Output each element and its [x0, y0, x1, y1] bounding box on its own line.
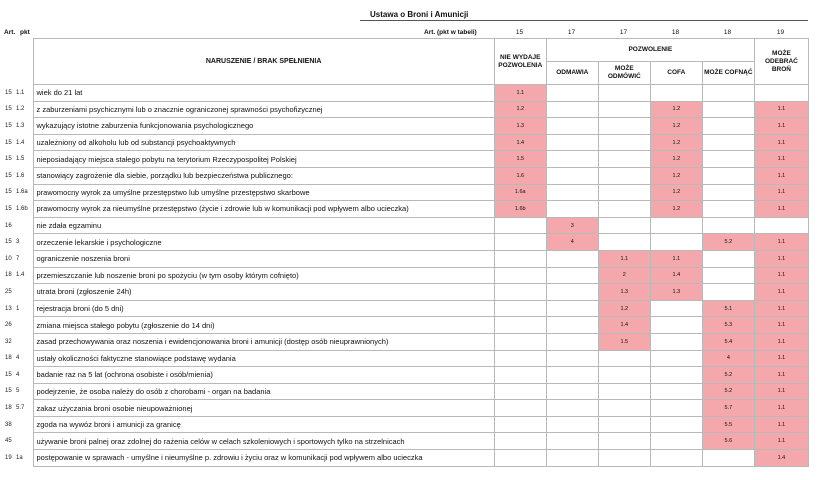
row-cell[interactable] — [546, 167, 598, 184]
row-cell[interactable] — [494, 317, 546, 334]
table-row — [0, 250, 809, 267]
row-cell[interactable]: 3 — [546, 217, 598, 234]
row-cell[interactable]: 1.2 — [650, 101, 702, 118]
table-row — [0, 433, 809, 450]
row-cell[interactable]: 5.5 — [702, 416, 754, 433]
row-cell[interactable]: 1.2 — [650, 184, 702, 201]
header-moze-odebrac: MOŻE ODEBRAĆ BROŃ — [754, 39, 808, 85]
row-cell[interactable] — [494, 383, 546, 400]
header-moze-cofnac: MOŻE COFNĄĆ — [702, 62, 754, 85]
row-cell[interactable]: 5.7 — [702, 400, 754, 417]
row-description[interactable]: zakaz użyczania broni osobie nieupoważnionej — [33, 400, 494, 417]
row-cell[interactable]: 1.2 — [598, 300, 650, 317]
row-cell[interactable] — [546, 85, 598, 102]
row-description[interactable]: postępowanie w sprawach - umyślne i nieumyślne p. zdrowiu i życiu oraz w komunikacji pod wpływem albo ucieczka — [33, 450, 494, 467]
row-cell[interactable] — [598, 400, 650, 417]
row-cell[interactable]: 1.1 — [754, 383, 808, 400]
row-cell[interactable]: 4 — [546, 234, 598, 251]
row-cell[interactable] — [702, 217, 754, 234]
row-point[interactable]: 7 — [16, 255, 20, 262]
row-cell[interactable] — [598, 450, 650, 467]
row-description[interactable]: prawomocny wyrok za nieumyślne przestępstwo (życie i zdrowie lub w komunikacji pod wpływem albo ucieczka) — [33, 201, 494, 218]
row-cell[interactable]: 5.2 — [702, 367, 754, 384]
table-row — [0, 201, 809, 218]
row-article[interactable]: 32 — [5, 338, 12, 345]
row-cell[interactable]: 1.1 — [754, 250, 808, 267]
row-cell[interactable]: 1.1 — [754, 400, 808, 417]
art-pkt-label: Art. (pkt w tabeli) — [424, 29, 477, 36]
row-article[interactable]: 15 — [5, 139, 12, 146]
title-underline — [360, 20, 808, 21]
row-cell[interactable] — [546, 134, 598, 151]
row-cell[interactable] — [702, 151, 754, 168]
row-point[interactable] — [15, 284, 33, 301]
row-cell[interactable]: 5.6 — [702, 433, 754, 450]
row-cell[interactable]: 1.1 — [754, 234, 808, 251]
row-point[interactable]: 1.6 — [16, 172, 25, 179]
row-cell[interactable] — [650, 450, 702, 467]
row-cell[interactable] — [494, 416, 546, 433]
row-description[interactable]: ustały okoliczności faktyczne stanowiące podstawę wydania — [33, 350, 494, 367]
row-point[interactable]: 1.2 — [16, 106, 25, 113]
row-cell[interactable]: 1.2 — [650, 151, 702, 168]
row-cell[interactable] — [546, 101, 598, 118]
row-article[interactable]: 38 — [5, 421, 12, 428]
table-row — [0, 450, 809, 467]
row-description[interactable]: ograniczenie noszenia broni — [33, 250, 494, 267]
row-cell[interactable]: 1.1 — [754, 184, 808, 201]
row-cell[interactable] — [494, 333, 546, 350]
row-cell[interactable]: 1.1 — [494, 85, 546, 102]
row-article[interactable]: 15 — [5, 156, 12, 163]
row-cell[interactable] — [650, 300, 702, 317]
row-cell[interactable] — [546, 433, 598, 450]
row-article[interactable]: 19 — [5, 454, 12, 461]
row-point[interactable]: 1 — [16, 305, 20, 312]
row-description[interactable]: podejrzenie, że osoba należy do osób z chorobami - organ na badania — [33, 383, 494, 400]
row-cell[interactable] — [546, 333, 598, 350]
row-cell[interactable]: 2 — [598, 267, 650, 284]
row-article[interactable]: 15 — [5, 89, 12, 96]
row-cell[interactable]: 1.1 — [754, 433, 808, 450]
violations-table — [0, 38, 809, 467]
table-row — [0, 85, 809, 102]
row-description[interactable]: nie zdała egzaminu — [33, 217, 494, 234]
row-cell[interactable] — [546, 284, 598, 301]
row-cell[interactable] — [650, 317, 702, 334]
row-cell[interactable] — [598, 118, 650, 135]
col-article-number: 18 — [723, 29, 732, 36]
row-cell[interactable] — [650, 416, 702, 433]
row-cell[interactable]: 1.2 — [650, 167, 702, 184]
table-row — [0, 167, 809, 184]
row-point[interactable]: 5 — [16, 388, 20, 395]
col-article-number: 18 — [671, 29, 680, 36]
row-cell[interactable] — [702, 201, 754, 218]
row-article[interactable]: 16 — [5, 222, 12, 229]
row-article[interactable]: 15 — [5, 205, 12, 212]
row-cell[interactable] — [598, 151, 650, 168]
row-cell[interactable]: 5.4 — [702, 333, 754, 350]
row-cell[interactable] — [494, 234, 546, 251]
row-cell[interactable] — [702, 284, 754, 301]
row-cell[interactable]: 5.1 — [702, 300, 754, 317]
header-pozwolenie: POZWOLENIE — [546, 39, 754, 62]
row-cell[interactable]: 1.6 — [494, 167, 546, 184]
sheet-title: Ustawa o Broni i Amunicji — [370, 10, 469, 19]
table-row — [0, 118, 809, 135]
header-odmawia: ODMAWIA — [546, 62, 598, 85]
row-point[interactable] — [15, 217, 33, 234]
row-article[interactable]: 25 — [5, 288, 12, 295]
row-cell[interactable]: 1.1 — [754, 350, 808, 367]
row-point[interactable]: 1a — [16, 454, 23, 461]
row-cell[interactable] — [598, 134, 650, 151]
row-cell[interactable]: 1.3 — [650, 284, 702, 301]
row-description[interactable]: nieposiadający miejsca stałego pobytu na terytorium Rzeczypospolitej Polskiej — [33, 151, 494, 168]
table-row — [0, 300, 809, 317]
pkt-column-label: pkt — [20, 29, 30, 36]
row-cell[interactable]: 1.2 — [650, 201, 702, 218]
row-article[interactable]: 15 — [5, 106, 12, 113]
row-cell[interactable] — [598, 101, 650, 118]
row-cell[interactable] — [650, 400, 702, 417]
row-cell[interactable] — [546, 383, 598, 400]
row-cell[interactable]: 1.2 — [650, 134, 702, 151]
row-cell[interactable] — [598, 85, 650, 102]
row-cell[interactable] — [598, 433, 650, 450]
row-cell[interactable] — [494, 350, 546, 367]
row-cell[interactable] — [598, 167, 650, 184]
table-row — [0, 350, 809, 367]
table-row — [0, 317, 809, 334]
row-description[interactable]: prawomocny wyrok za umyślne przestępstwo lub umyślne przestępstwo skarbowe — [33, 184, 494, 201]
col-article-number: 17 — [619, 29, 628, 36]
row-cell[interactable] — [598, 234, 650, 251]
row-cell[interactable]: 1.1 — [754, 267, 808, 284]
row-point[interactable]: 1.1 — [16, 89, 25, 96]
row-article[interactable]: 18 — [5, 405, 12, 412]
row-cell[interactable]: 1.6b — [494, 201, 546, 218]
row-cell[interactable]: 5.2 — [702, 383, 754, 400]
row-cell[interactable] — [494, 450, 546, 467]
row-point[interactable]: 4 — [16, 355, 20, 362]
row-cell[interactable] — [598, 367, 650, 384]
row-description[interactable]: używanie broni palnej oraz zdolnej do rażenia celów w celach szkoleniowych i sportowych tylko na strzelnicach — [33, 433, 494, 450]
row-article[interactable]: 15 — [5, 239, 12, 246]
row-cell[interactable] — [494, 284, 546, 301]
row-article[interactable]: 13 — [5, 305, 12, 312]
row-cell[interactable] — [546, 250, 598, 267]
row-cell[interactable]: 1.6a — [494, 184, 546, 201]
row-cell[interactable]: 1.5 — [598, 333, 650, 350]
row-cell[interactable]: 1.2 — [650, 118, 702, 135]
table-row — [0, 134, 809, 151]
row-description[interactable]: zasad przechowywania oraz noszenia i ewidencjonowania broni i amunicji (dostęp osób nieuprawnionych) — [33, 333, 494, 350]
header-nie-wydaje: NIE WYDAJE POZWOLENIA — [494, 39, 546, 85]
row-cell[interactable]: 1.1 — [754, 300, 808, 317]
row-cell[interactable]: 1.1 — [754, 151, 808, 168]
row-cell[interactable] — [494, 250, 546, 267]
col-article-number: 19 — [776, 29, 785, 36]
row-cell[interactable]: 1.3 — [494, 118, 546, 135]
row-cell[interactable] — [754, 217, 808, 234]
row-point[interactable]: 4 — [16, 371, 20, 378]
row-description[interactable]: zmiana miejsca stałego pobytu (zgłoszenie do 14 dni) — [33, 317, 494, 334]
row-cell[interactable]: 1.1 — [754, 367, 808, 384]
table-row — [0, 333, 809, 350]
row-description[interactable]: orzeczenie lekarskie i psychologiczne — [33, 234, 494, 251]
table-row — [0, 383, 809, 400]
table-row — [0, 151, 809, 168]
row-cell[interactable] — [702, 450, 754, 467]
row-description[interactable]: badanie raz na 5 lat (ochrona osobiste i osób/mienia) — [33, 367, 494, 384]
row-cell[interactable]: 1.1 — [598, 250, 650, 267]
row-description[interactable]: wiek do 21 lat — [33, 85, 494, 102]
row-description[interactable]: rejestracja broni (do 5 dni) — [33, 300, 494, 317]
row-point[interactable]: 3 — [16, 239, 20, 246]
row-description[interactable]: stanowiący zagrożenie dla siebie, porządku lub bezpieczeństwa publicznego: — [33, 167, 494, 184]
row-cell[interactable] — [598, 201, 650, 218]
row-cell[interactable]: 1.4 — [494, 134, 546, 151]
row-description[interactable]: zgoda na wywóz broni i amunicji za granicę — [33, 416, 494, 433]
row-point[interactable]: 1.3 — [16, 122, 25, 129]
row-cell[interactable] — [546, 184, 598, 201]
row-cell[interactable] — [650, 383, 702, 400]
row-cell[interactable] — [598, 184, 650, 201]
row-article[interactable]: 18 — [5, 272, 12, 279]
row-cell[interactable]: 1.1 — [754, 317, 808, 334]
row-cell[interactable]: 1.1 — [754, 134, 808, 151]
row-description[interactable]: utrata broni (zgłoszenie 24h) — [33, 284, 494, 301]
row-cell[interactable] — [546, 118, 598, 135]
row-point[interactable] — [15, 317, 33, 334]
table-row — [0, 217, 809, 234]
row-cell[interactable]: 5.3 — [702, 317, 754, 334]
row-point[interactable]: 1.4 — [16, 139, 25, 146]
row-article[interactable]: 15 — [5, 371, 12, 378]
table-row — [0, 367, 809, 384]
row-cell[interactable] — [650, 217, 702, 234]
row-point[interactable] — [15, 433, 33, 450]
row-cell[interactable] — [546, 300, 598, 317]
row-cell[interactable] — [494, 300, 546, 317]
row-description[interactable]: uzależniony od alkoholu lub od substancji psychoaktywnych — [33, 134, 494, 151]
row-cell[interactable] — [754, 85, 808, 102]
row-article[interactable]: 15 — [5, 172, 12, 179]
row-cell[interactable] — [702, 85, 754, 102]
row-cell[interactable] — [598, 416, 650, 433]
row-cell[interactable] — [650, 433, 702, 450]
row-description[interactable]: wykazujący istotne zaburzenia funkcjonowania psychologicznego — [33, 118, 494, 135]
row-point[interactable] — [15, 333, 33, 350]
row-cell[interactable]: 4 — [702, 350, 754, 367]
table-row — [0, 416, 809, 433]
row-point[interactable]: 1.5 — [16, 156, 25, 163]
table-row — [0, 234, 809, 251]
row-cell[interactable] — [546, 201, 598, 218]
row-point[interactable]: 1.6b — [16, 205, 28, 212]
row-cell[interactable] — [546, 400, 598, 417]
row-cell[interactable] — [702, 167, 754, 184]
row-cell[interactable] — [546, 317, 598, 334]
row-cell[interactable] — [650, 234, 702, 251]
row-cell[interactable]: 1.1 — [754, 101, 808, 118]
row-cell[interactable]: 1.2 — [494, 101, 546, 118]
row-cell[interactable] — [650, 85, 702, 102]
row-cell[interactable] — [546, 267, 598, 284]
col-article-number: 15 — [515, 29, 524, 36]
col-article-number: 17 — [567, 29, 576, 36]
row-cell[interactable]: 1.1 — [754, 118, 808, 135]
row-cell[interactable] — [702, 267, 754, 284]
row-cell[interactable] — [546, 350, 598, 367]
row-point[interactable]: 1.4 — [16, 272, 25, 279]
header-cofa: COFA — [650, 62, 702, 85]
row-cell[interactable] — [546, 151, 598, 168]
row-description[interactable]: przemieszczanie lub noszenie broni po spożyciu (w tym osoby którym cofnięto) — [33, 267, 494, 284]
row-point[interactable]: 1.6a — [16, 189, 28, 196]
header-naruszenie: NARUSZENIE / BRAK SPEŁNIENIA — [33, 39, 494, 85]
row-cell[interactable]: 1.3 — [598, 284, 650, 301]
row-article[interactable]: 10 — [5, 255, 12, 262]
row-cell[interactable] — [702, 118, 754, 135]
table-row — [0, 284, 809, 301]
row-cell[interactable] — [702, 184, 754, 201]
row-cell[interactable] — [598, 350, 650, 367]
row-cell[interactable]: 1.1 — [754, 284, 808, 301]
row-cell[interactable] — [494, 217, 546, 234]
row-article[interactable]: 26 — [5, 322, 12, 329]
table-row — [0, 101, 809, 118]
row-cell[interactable] — [546, 416, 598, 433]
row-cell[interactable]: 1.4 — [754, 450, 808, 467]
row-cell[interactable] — [494, 367, 546, 384]
row-cell[interactable] — [598, 217, 650, 234]
header-moze-odmowic: MOŻE ODMÓWIĆ — [598, 62, 650, 85]
row-cell[interactable] — [650, 333, 702, 350]
row-cell[interactable] — [494, 433, 546, 450]
row-cell[interactable]: 1.4 — [598, 317, 650, 334]
row-cell[interactable] — [702, 250, 754, 267]
row-article[interactable]: 15 — [5, 189, 12, 196]
row-cell[interactable] — [702, 134, 754, 151]
row-cell[interactable] — [650, 367, 702, 384]
row-cell[interactable]: 5.2 — [702, 234, 754, 251]
row-point[interactable]: 5.7 — [16, 405, 25, 412]
row-article[interactable]: 45 — [5, 438, 12, 445]
table-row — [0, 267, 809, 284]
row-cell[interactable]: 1.1 — [650, 250, 702, 267]
row-cell[interactable] — [650, 350, 702, 367]
row-cell[interactable] — [546, 450, 598, 467]
row-cell[interactable] — [702, 101, 754, 118]
row-point[interactable] — [15, 416, 33, 433]
table-row — [0, 400, 809, 417]
row-cell[interactable]: 1.1 — [754, 333, 808, 350]
row-article[interactable]: 15 — [5, 122, 12, 129]
row-article[interactable]: 15 — [5, 388, 12, 395]
row-description[interactable]: z zaburzeniami psychicznymi lub o znacznie ograniczonej sprawności psychofizycznej — [33, 101, 494, 118]
row-cell[interactable]: 1.1 — [754, 167, 808, 184]
row-cell[interactable]: 1.1 — [754, 201, 808, 218]
table-row — [0, 184, 809, 201]
row-cell[interactable] — [494, 267, 546, 284]
row-cell[interactable]: 1.4 — [650, 267, 702, 284]
row-cell[interactable] — [494, 400, 546, 417]
row-cell[interactable]: 1.1 — [754, 416, 808, 433]
row-article[interactable]: 18 — [5, 355, 12, 362]
row-cell[interactable]: 1.5 — [494, 151, 546, 168]
art-column-label: Art. — [4, 29, 16, 36]
row-cell[interactable] — [598, 383, 650, 400]
row-cell[interactable] — [546, 367, 598, 384]
